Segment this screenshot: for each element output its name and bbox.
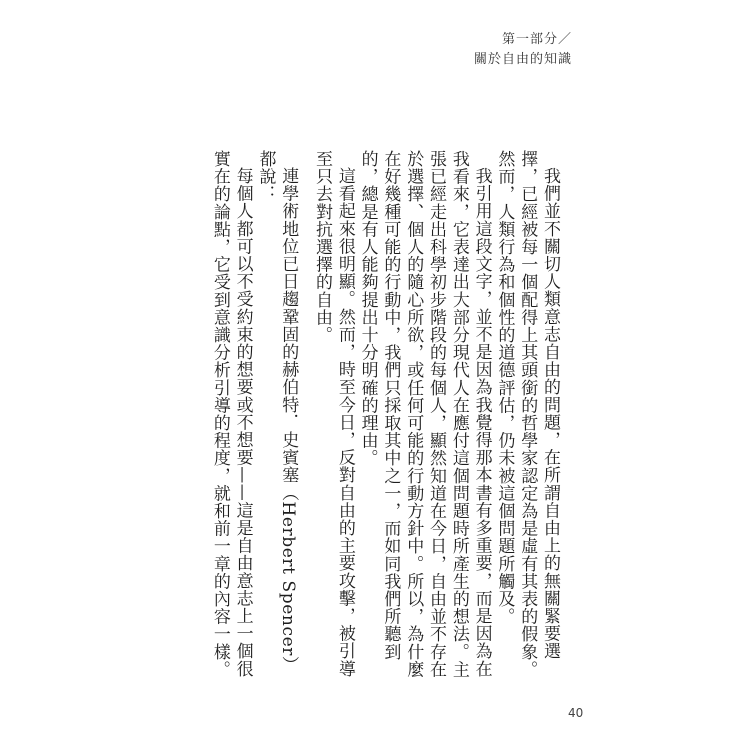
paragraph-2: 我引用這段文字，並不是因為我覺得那本書有多重要，而是因為在我看來，它表達出大部分現代人在應付這個問題時所產生的想法。主張已經走出科學初步階段的每個人，顯然知道在今日，自由並不存在於選擇、個人的隨心所欲，或任何可能的行動方針中。所以，為什麼在好幾種可能的行動中，我們只採取其中之一，而如同我們所聽到的，總是有人能夠提出十分明確的理由。 [357,150,492,678]
page-number: 40 [568,706,584,720]
paragraph-3: 這看起來很明顯。然而，時至今日，反對自由的主要攻擊，被引導至只去對抗選擇的自由。 [312,150,355,678]
header-part-label: 第一部分／ [501,32,572,47]
running-header [474,30,572,70]
header-section-title: 關於自由的知識 [473,52,572,67]
paragraph-quote-1: 我們並不關切人類意志自由的問題，在所謂自由上的無關緊要選擇，已經被每一個配得上其頭銜的哲學家認定為是虛有其表的假象。然而，人類行為和個性的道德評估，仍未被這個問題所觸及。 [494,150,560,678]
paragraph-quote-2: 每個人都可以不受約束的想要或不想要——這是自由意志上一個很實在的論點，它受到意識分析引導的程度，就和前一章的內容一樣。 [209,150,253,678]
paragraph-4: 連學術地位已日趨鞏固的赫伯特．史賓塞（Herbert Spencer）都說： [255,150,299,674]
body-text [177,150,572,690]
